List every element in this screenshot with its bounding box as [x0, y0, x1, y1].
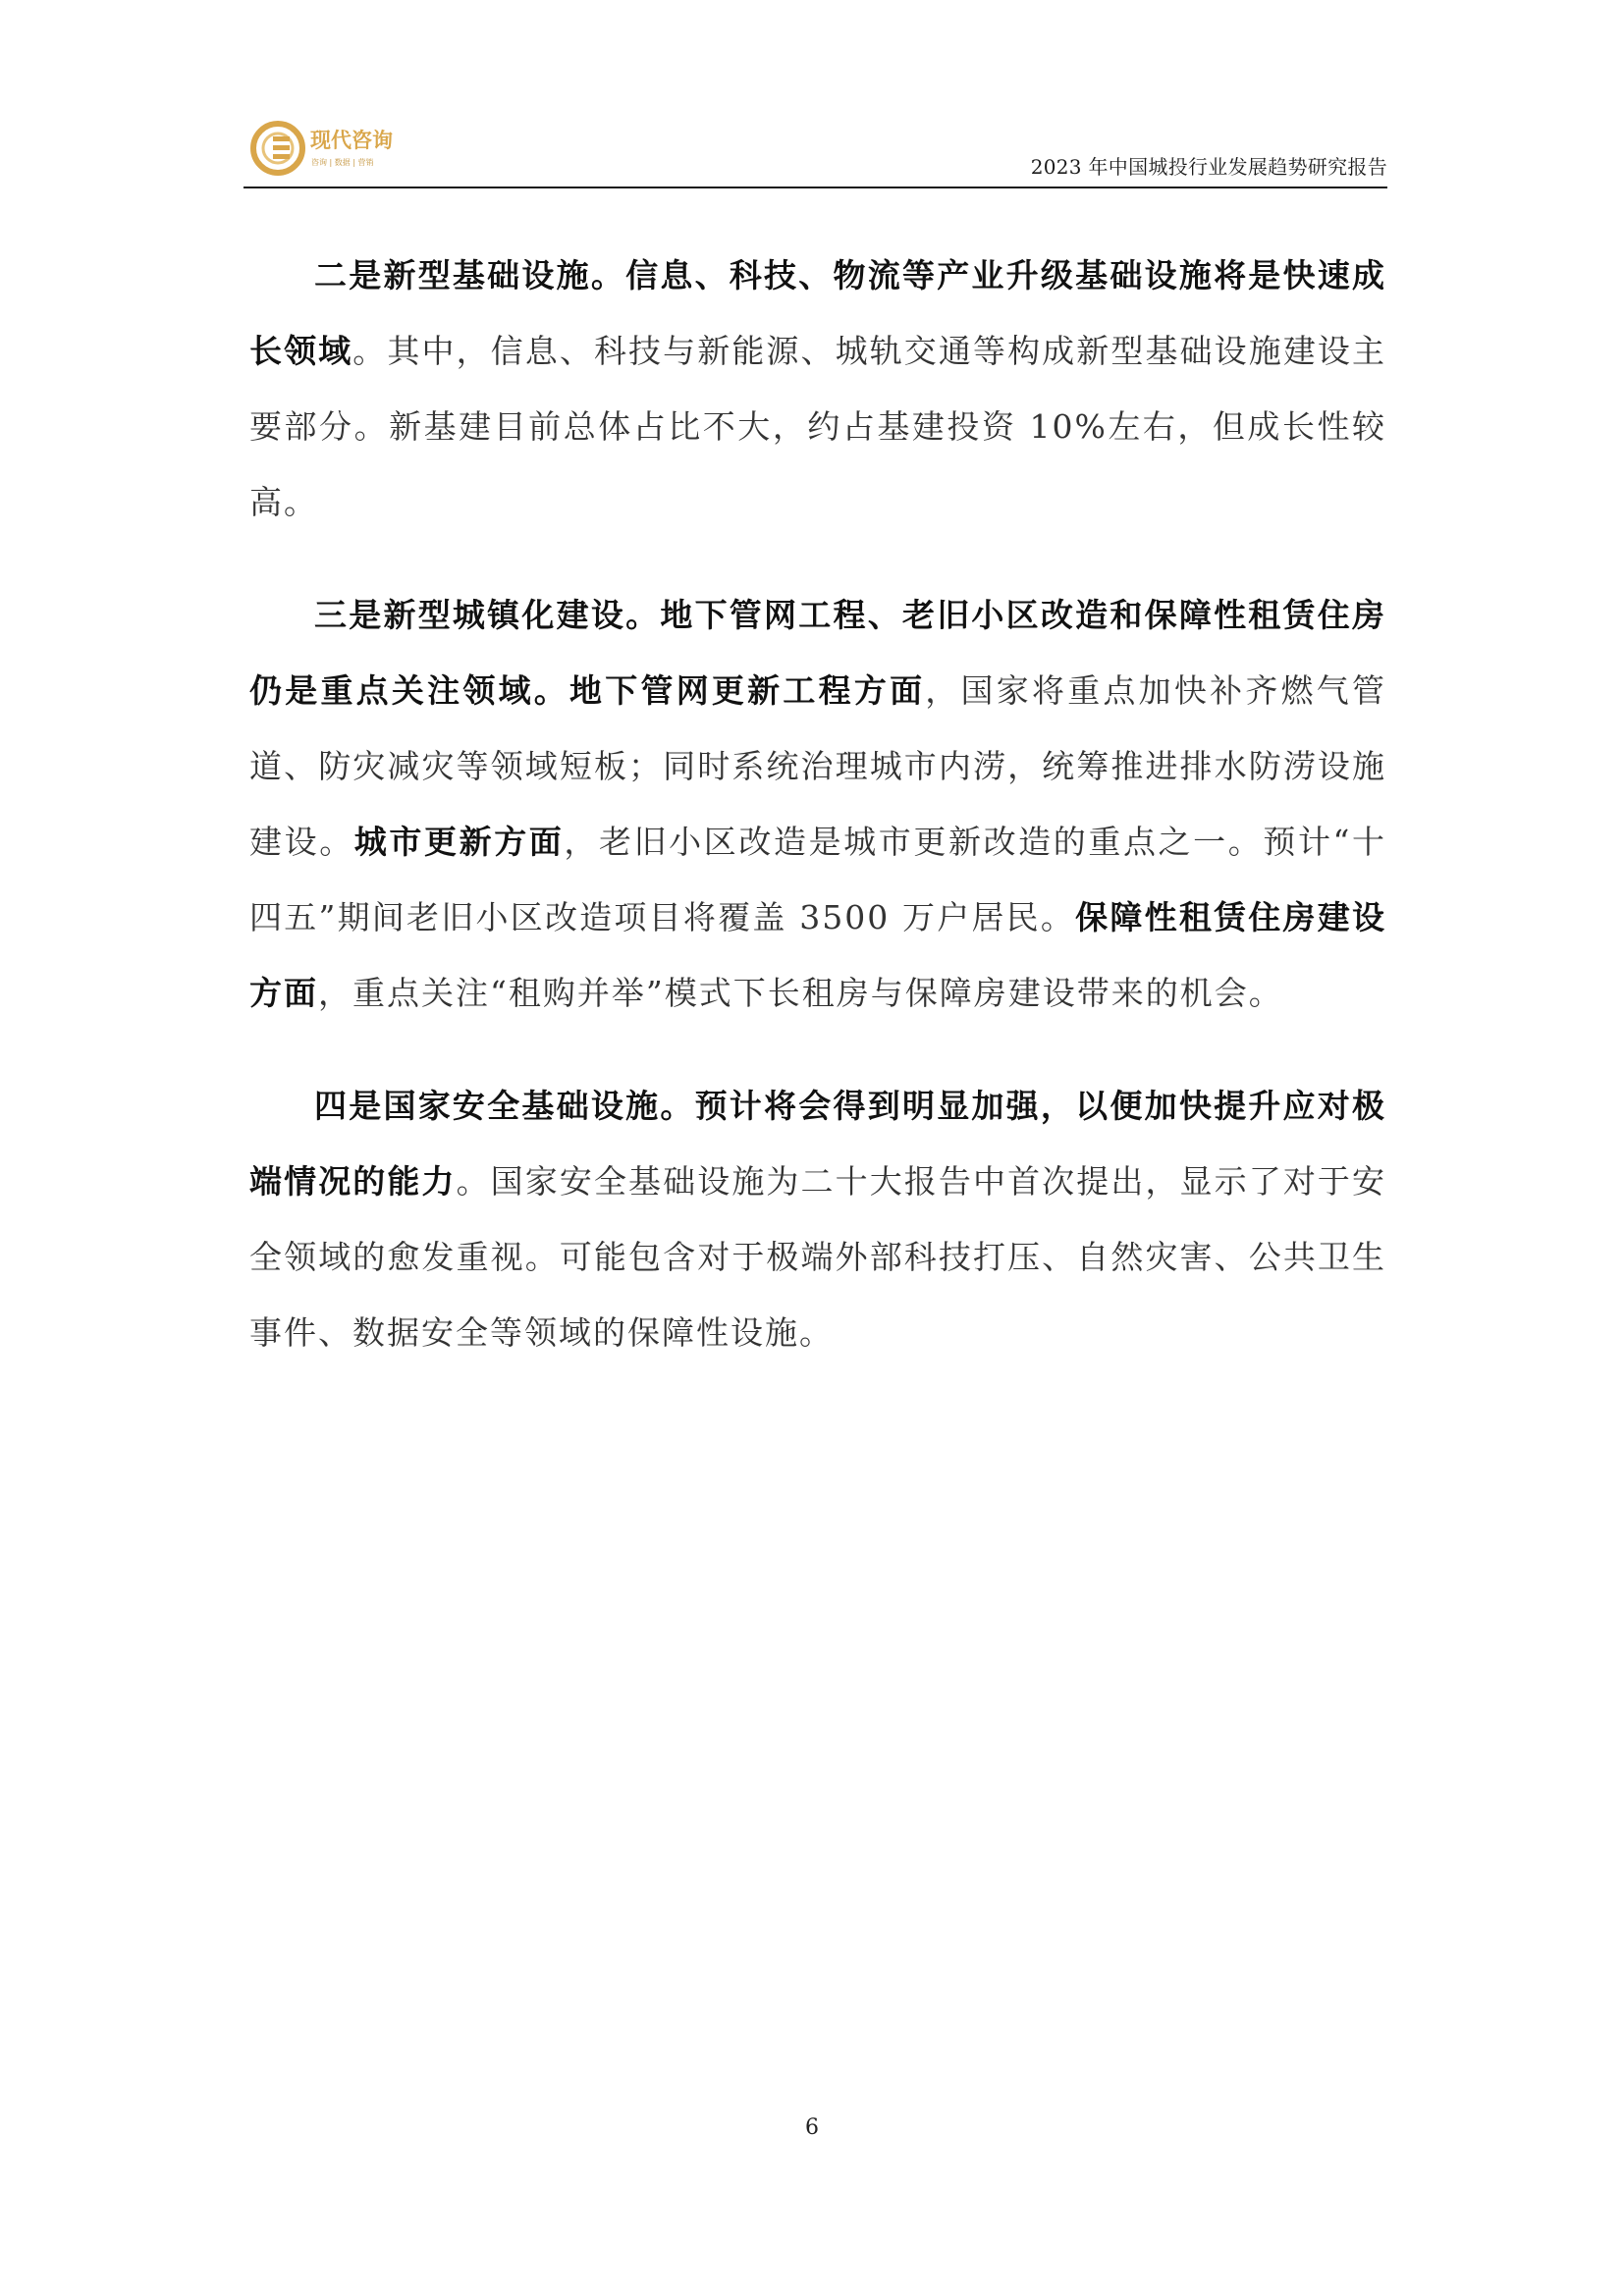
paragraph-lead: 二是新型基础设施。信息、科技、物流等产业升级基础设施将是快速成长领域: [249, 256, 1386, 370]
paragraph-text: ，重点关注“租购并举”模式下长租房与保障房建设带来的机会。: [318, 974, 1283, 1012]
main-content: [249, 238, 1386, 1408]
paragraph-text: 。其中，信息、科技与新能源、城轨交通等构成新型基础设施建设主要部分。新基建目前总体占比不大，约占基建投资 10%左右，但成长性较高。: [249, 332, 1386, 521]
report-title: 2023 年中国城投行业发展趋势研究报告: [1030, 155, 1387, 179]
paragraph-text: ，老旧小区改造是城市更新改造的重点之一。预计“十四五”期间老旧小区改造项目将覆盖 3500 万户居民。: [249, 823, 1387, 936]
page-header: [244, 106, 1387, 188]
logo-text: 现代咨询: [310, 129, 393, 152]
paragraph-lead: 三是新型城镇化建设。地下管网工程、老旧小区改造和保障性租赁住房仍是重点关注领域。地下管网更新工程方面: [249, 596, 1386, 710]
page-number: 6: [805, 2115, 819, 2140]
paragraph-text: 。国家安全基础设施为二十大报告中首次提出，显示了对于安全领域的愈发重视。可能包含对于极端外部科技打压、自然灾害、公共卫生事件、数据安全等领域的保障性设施。: [249, 1162, 1386, 1352]
logo-subtext: 咨询 | 数据 | 营销: [311, 158, 374, 167]
paragraph-new-infrastructure: [249, 238, 1386, 540]
paragraph-national-security: [249, 1068, 1386, 1370]
company-logo: [247, 114, 424, 183]
paragraph-lead: 四是国家安全基础设施。预计将会得到明显加强，以便加快提升应对极端情况的能力: [249, 1087, 1386, 1201]
paragraph-text: ，国家将重点加快补齐燃气管道、防灾减灾等领域短板；同时系统治理城市内涝，统筹推进排水防涝设施建设。: [249, 671, 1387, 861]
paragraph-new-urbanization: [249, 577, 1386, 1031]
paragraph-emphasis: 城市更新方面: [353, 823, 565, 861]
paragraph-emphasis: 保障性租赁住房建设方面: [249, 898, 1387, 1012]
